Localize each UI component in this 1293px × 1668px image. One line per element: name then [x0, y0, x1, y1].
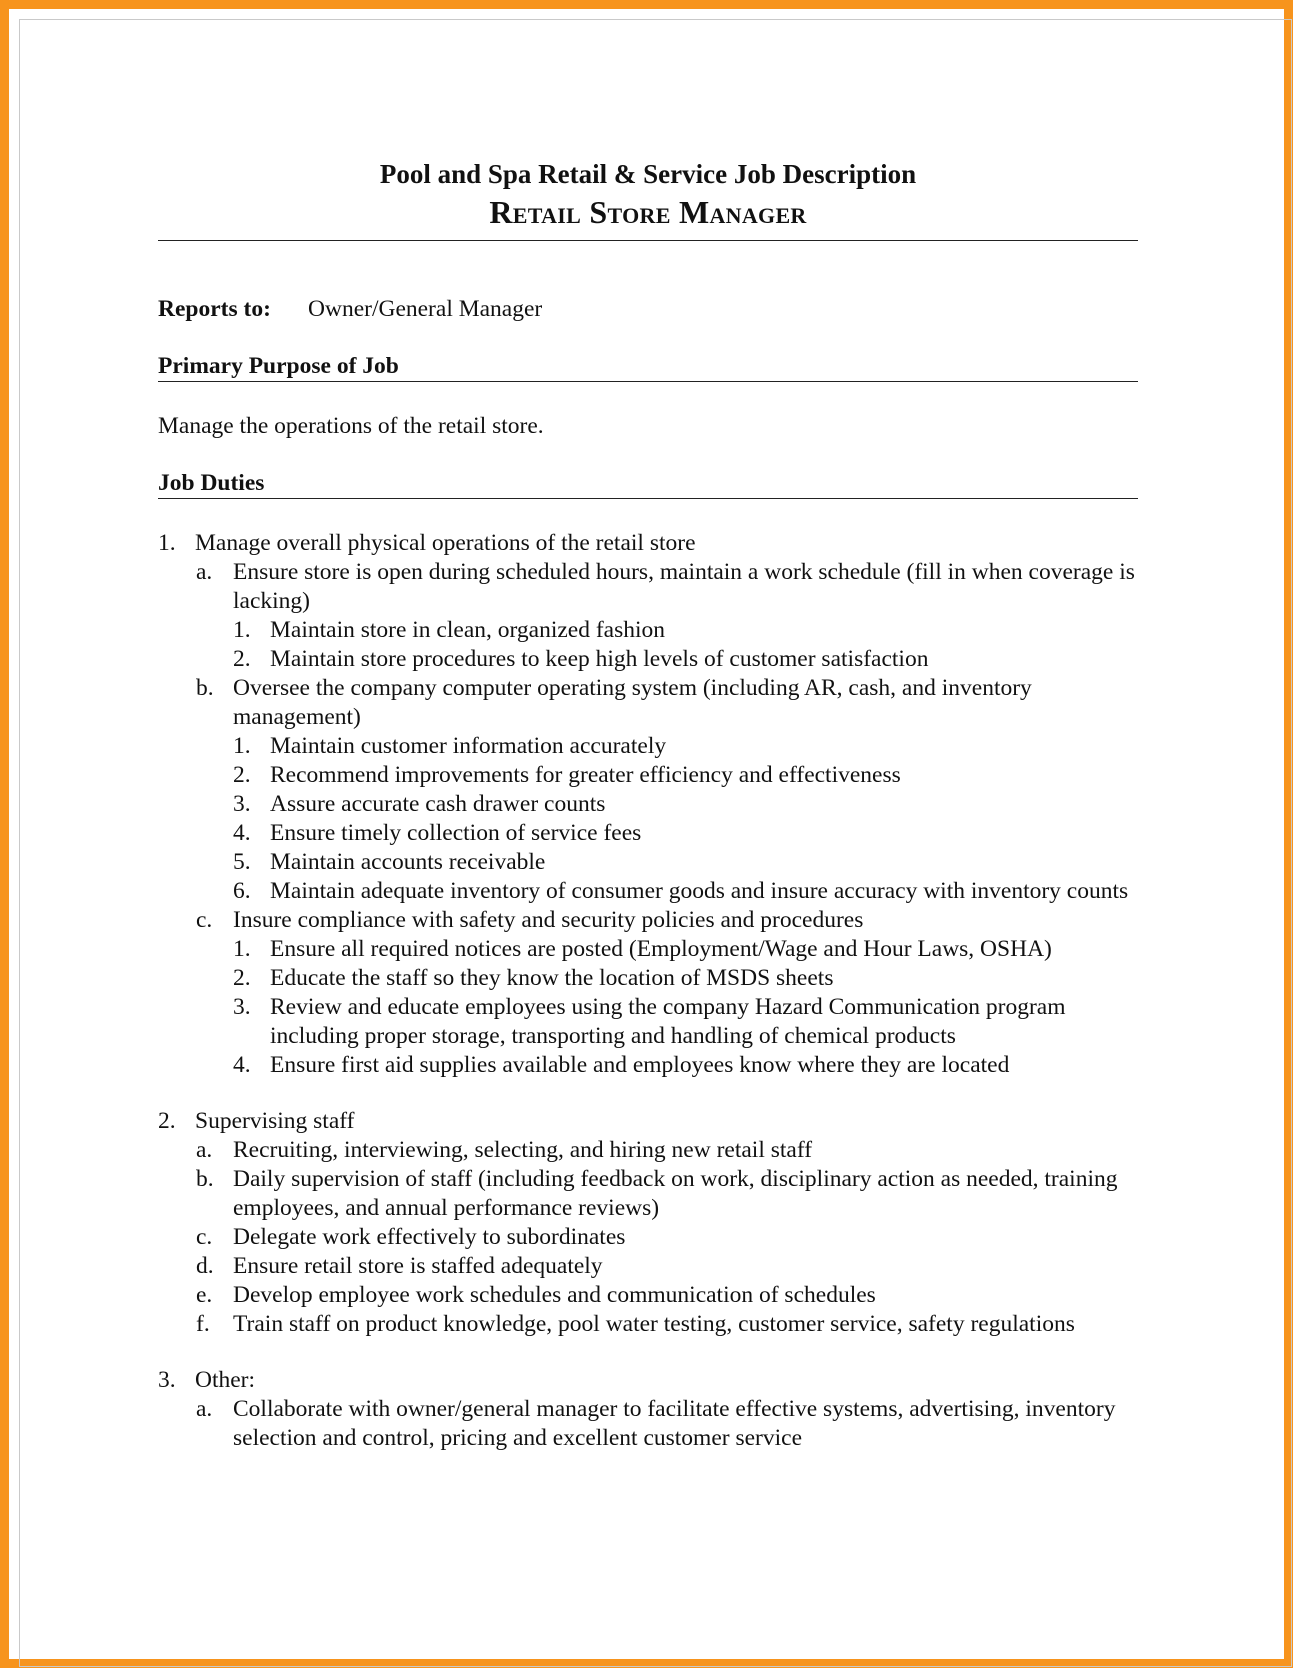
list-item: 1. Manage overall physical operations of the retail store: [158, 530, 696, 556]
list-item: a. Ensure store is open during scheduled hours, maintain a work schedule (fill in when coverage is lacking): [196, 559, 1135, 614]
primary-purpose-heading: Primary Purpose of Job: [158, 353, 399, 379]
duties-divider: [158, 498, 1138, 499]
list-item: 2. Maintain store procedures to keep high levels of customer satisfaction: [233, 646, 929, 672]
list-item: d. Ensure retail store is staffed adequately: [196, 1253, 603, 1279]
list-item: 4. Ensure first aid supplies available and employees know where they are located: [233, 1052, 1010, 1078]
list-item: 2. Recommend improvements for greater efficiency and effectiveness: [233, 762, 901, 788]
reports-to-value: Owner/General Manager: [308, 296, 543, 322]
list-item: 5. Maintain accounts receivable: [233, 849, 546, 875]
list-item: 2. Educate the staff so they know the location of MSDS sheets: [233, 965, 834, 991]
purpose-divider: [158, 381, 1138, 382]
duties-list: [158, 529, 1138, 1453]
document: [158, 156, 1138, 1453]
job-duties-heading: Job Duties: [158, 470, 265, 496]
list-item: f. Train staff on product knowledge, pool water testing, customer service, safety regulations: [196, 1311, 1075, 1337]
job-title: Retail Store Manager: [489, 194, 807, 230]
list-item: e. Develop employee work schedules and communication of schedules: [196, 1282, 876, 1308]
list-item: c. Insure compliance with safety and security policies and procedures: [196, 907, 864, 933]
document-title: Pool and Spa Retail & Service Job Description: [379, 159, 917, 189]
list-item: a. Recruiting, interviewing, selecting, and hiring new retail staff: [196, 1137, 813, 1163]
list-item: c. Delegate work effectively to subordinates: [196, 1224, 626, 1250]
list-item: 3. Other:: [158, 1367, 256, 1393]
list-item: 6. Maintain adequate inventory of consumer goods and insure accuracy with inventory counts: [233, 878, 1129, 904]
list-item: 3. Review and educate employees using the company Hazard Communication program including proper storage, transporting and handling of chemical products: [233, 994, 1066, 1049]
list-item: 4. Ensure timely collection of service fees: [233, 820, 642, 846]
list-item: 2. Supervising staff: [158, 1108, 355, 1134]
list-item: 3. Assure accurate cash drawer counts: [233, 791, 606, 817]
primary-purpose-text: Manage the operations of the retail store.: [158, 413, 544, 439]
list-item: b. Oversee the company computer operating system (including AR, cash, and inventory management): [196, 675, 1032, 730]
list-item: a. Collaborate with owner/general manager to facilitate effective systems, advertising, inventory selection and control, pricing and excellent customer service: [196, 1396, 1116, 1451]
list-item: 1. Maintain store in clean, organized fashion: [233, 617, 666, 643]
list-item: 1. Ensure all required notices are posted (Employment/Wage and Hour Laws, OSHA): [233, 936, 1052, 962]
title-divider: [158, 240, 1138, 241]
list-item: 1. Maintain customer information accurately: [233, 733, 667, 759]
reports-to-row: Reports to: Owner/General Manager: [158, 296, 543, 322]
reports-to-label: Reports to: [158, 296, 264, 322]
list-item: b. Daily supervision of staff (including feedback on work, disciplinary action as needed, training employees, and annual performance reviews): [196, 1166, 1118, 1221]
